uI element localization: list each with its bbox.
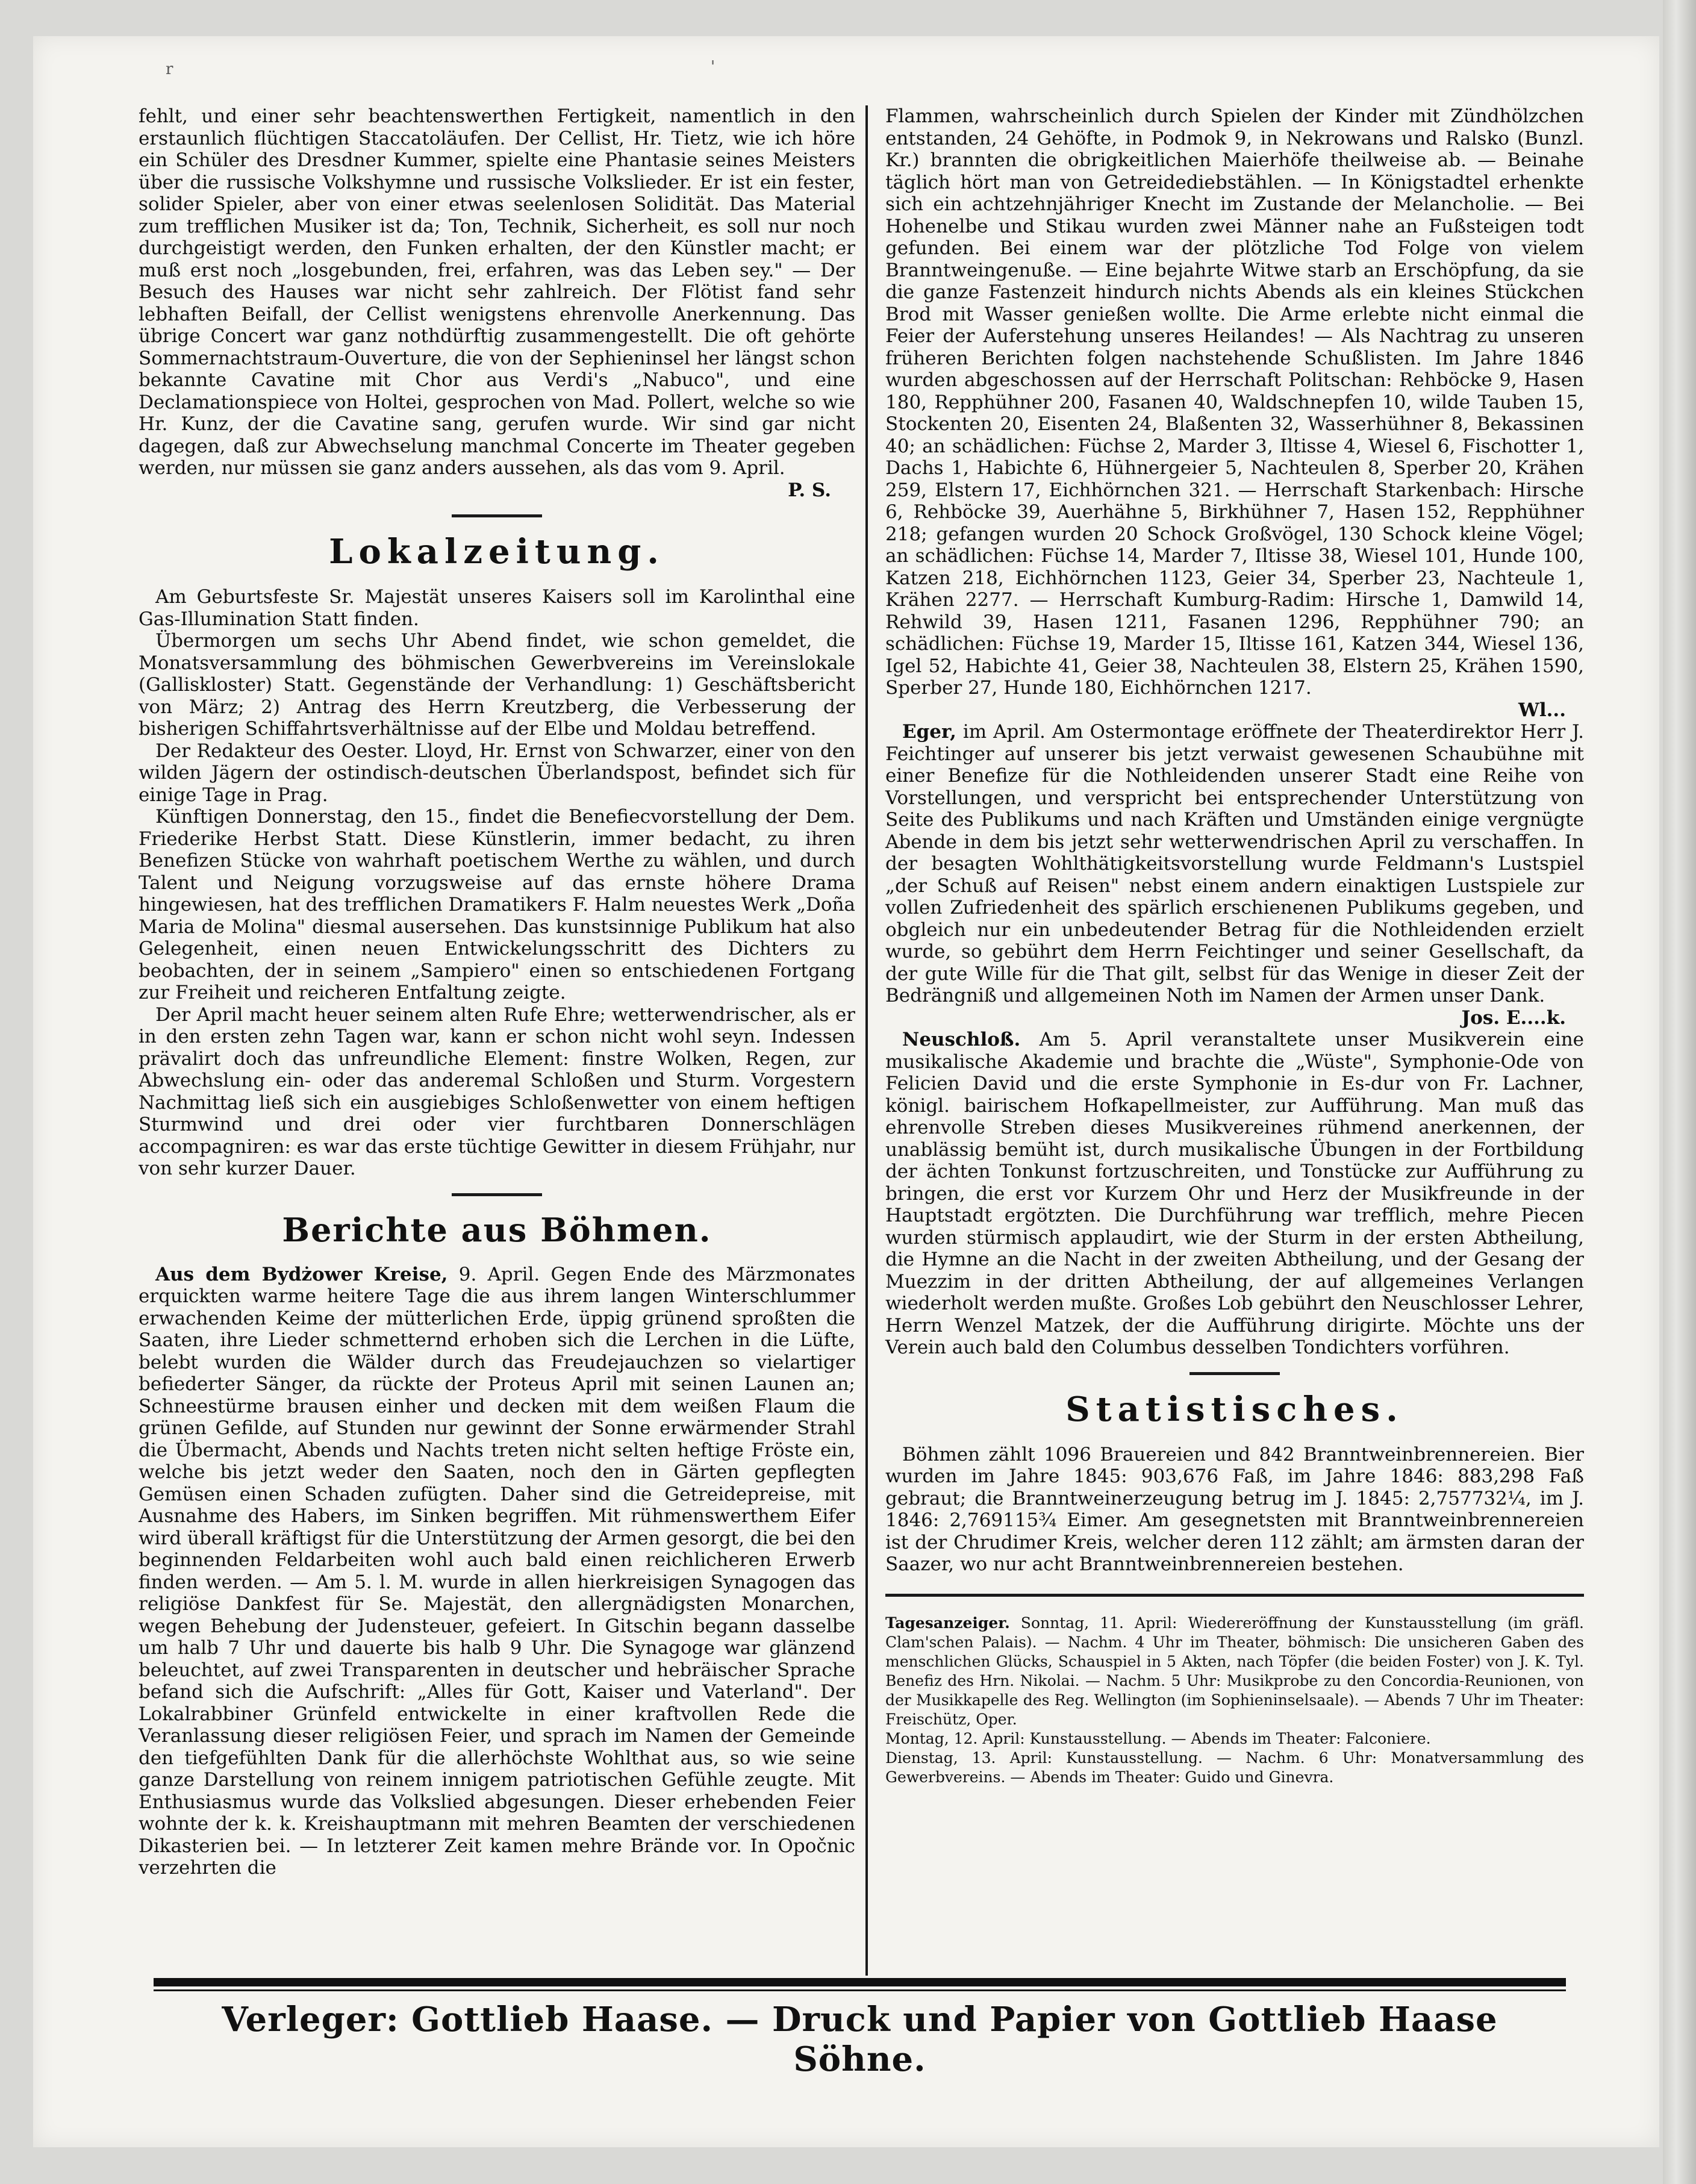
footer-rule-thin — [154, 1989, 1566, 1991]
lokal-item-4: Künftigen Donnerstag, den 15., findet die Benefiecvorstellung der Dem. Friederike Herbst Statt. Diese Künstlerin, immer bedacht, zu ihren Benefizen Stücke von wahrhaft poetischem Werthe zu wählen, und durch Talent und Neigung vorzugsweise auf das ernste höhere Drama hingewiesen, hat des trefflichen Dramatikers F. Halm neuestes Werk „Doña Maria de Molina" diesmal ausersehen. Das kunstsinnige Publikum hat also Gelegenheit, einen neuen Entwickelungsschritt des Dichters zu beobachten, der in seinem „Sampiero" einen so entschiedenen Fortgang zur Freiheit und reicheren Entfaltung zeigte. — [139, 806, 855, 1003]
report-signature-wl: Wl... — [1518, 699, 1566, 721]
bydzow-report-heading: Aus dem Bydżower Kreise, — [155, 1263, 448, 1285]
bydzow-report-continued: Flammen, wahrscheinlich durch Spielen der Kinder mit Zündhölzchen entstanden, 24 Gehöfte, in Podmok 9, in Nekrowans und Ralsko (Bunzl. Kr.) brannten die obrigkeitlichen Maierhöfe theilweise ab. — Beinahe täglich hört man von Getreidediebstählen. — In Königstadtel erhenkte sich ein achtzehnjähriger Knecht im Zustande der Melancholie. — Bei Hohenelbe und Stikau wurden zwei Männer nahe an Fußsteigen todt gefunden. Bei einem war der plötzliche Tod Folge von vielem Branntweingenuße. — Eine bejahrte Witwe starb an Erschöpfung, da sie die ganze Fastenzeit hindurch nichts Abends als ein kleines Stückchen Brod mit Wasser genießen wollte. Die Arme erlebte nicht einmal die Feier der Auferstehung unseres Heilandes! — Als Nachtrag zu unseren früheren Berichten folgen nachstehende Schußlisten. Im Jahre 1846 wurden abgeschossen auf der Herrschaft Politschan: Rehböcke 9, Hasen 180, Repphühner 200, Fasanen 40, Waldschnepfen 10, wilde Tauben 15, Stockenten 20, Eisenten 24, Blaßenten 32, Wasserhühner 8, Bekassinen 40; an schädlichen: Füchse 2, Marder 3, Iltisse 4, Wiesel 6, Fischotter 1, Dachs 1, Habichte 6, Hühnergeier 5, Nachteulen 8, Sperber 20, Krähen 259, Elstern 17, Eichhörnchen 321. — Herrschaft Starkenbach: Hirsche 6, Rehböcke 39, Auerhähne 5, Birkhühner 7, Hasen 152, Repphühner 218; gefangen wurden 20 Schock Großvögel, 130 Schock kleine Vögel; an schädlichen: Füchse 14, Marder 7, Iltisse 38, Wiesel 101, Hunde 100, Katzen 218, Eichhörnchen 1123, Geier 34, Sperber 23, Nachteule 1, Krähen 2277. — Herrschaft Kumburg-Radim: Hirsche 1, Damwild 14, Rehwild 39, Hasen 1211, Fasanen 1296, Repphühner 790; an schädlichen: Füchse 19, Marder 15, Iltisse 161, Katzen 344, Wiesel 136, Igel 52, Habichte 41, Geier 38, Nachteulen 38, Elstern 25, Krähen 1590, Sperber 27, Hunde 180, Eichhörnchen 1217. — [885, 105, 1584, 699]
section-divider — [452, 1193, 542, 1196]
tagesanzeiger-tuesday: Dienstag, 13. April: Kunstausstellung. — Nachm. 6 Uhr: Monatversammlung des Gewerbvereins. — Abends im Theater: Guido und Ginevra. — [885, 1749, 1584, 1786]
right-column — [885, 105, 1584, 1787]
lokalzeitung-heading: Lokalzeitung. — [329, 532, 665, 572]
review-signature: P. S. — [788, 479, 831, 501]
page-mark-mid: ' — [711, 58, 716, 76]
lokal-item-3: Der Redakteur des Oester. Lloyd, Hr. Ernst von Schwarzer, einer von den wilden Jägern der ostindisch-deutschen Überlandspost, befindet sich für einige Tage in Prag. — [139, 740, 855, 806]
column-rule — [865, 105, 868, 1976]
tagesanzeiger — [885, 1614, 1584, 1787]
eger-report-heading: Eger, — [902, 721, 956, 743]
statistics-text: Böhmen zählt 1096 Brauereien und 842 Branntweinbrennereien. Bier wurden im Jahre 1845: 903,676 Faß, im Jahre 1846: 883,298 Faß gebraut; die Branntweinerzeugung betrug im J. 1845: 2,757732¼, im J. 1846: 2,769115¾ Eimer. Am gesegnetsten mit Branntweinbrennereien ist der Chrudimer Kreis, welcher deren 112 zählt; am ärmsten daran der Saazer, wo nur acht Branntweinbrennereien bestehen. — [885, 1443, 1584, 1575]
tagesanzeiger-heading: Tagesanzeiger. — [885, 1614, 1010, 1632]
page-mark-left: r — [166, 60, 173, 78]
section-divider — [452, 514, 542, 517]
bydzow-report-text: 9. April. Gegen Ende des Märzmonates erquickten warme heitere Tage die aus ihrem langen Winterschlummer erwachenden Keime der mütterlichen Erde, üppig grünend sproßten die Saaten, ihre Lieder schmetternd erhoben sich die Lerchen in die Lüfte, belebt wurden die Wälder durch das Freudejauchzen so vielartiger befiederter Sänger, da rückte der Proteus April mit seinen Launen an; Schneestürme brausen einher und decken mit dem weißen Flaum die grünen Gefilde, auf Stunden nur gewinnt der Sonne erwärmender Strahl die Übermacht, Abends und Nachts treten nicht selten heftige Fröste ein, welche bis jetzt weder den Saaten, noch den in Gärten gepflegten Gemüsen einen Schaden zufügten. Daher sind die Getreidepreise, mit Ausnahme des Habers, im Sinken begriffen. Mit rühmenswerthem Eifer wird überall kräftigst für die Unterstützung der Armen gesorgt, die bei den beginnenden Feldarbeiten wohl auch bald einen reichlicheren Erwerb finden werden. — Am 5. l. M. wurde in allen hierkreisigen Synagogen das religiöse Dankfest für Se. Majestät, den allergnädigsten Monarchen, wegen Behebung der Judensteuer, gefeiert. In Gitschin begann dasselbe um halb 7 Uhr und dauerte bis halb 9 Uhr. Die Synagoge war glänzend beleuchtet, auf zwei Transparenten in deutscher und hebräischer Sprache befand sich die Aufschrift: „Alles für Gott, Kaiser und Vaterland". Der Lokalrabbiner Grünfeld entwickelte in einer kraftvollen Rede die Veranlassung dieser religiösen Feier, und sprach im Namen der Gemeinde den tiefgefühlten Dank für die allerhöchste Wohlthat aus, so wie seine ganze Darstellung von reinem innigem patriotischen Gefühle zeugte. Mit Enthusiasmus wurde das Volkslied abgesungen. Dieser erhebenden Feier wohnte der k. k. Kreishauptmann mit mehren Beamten der verschiedenen Dikasterien bei. — In letzterer Zeit kamen mehre Brände vor. In Opočnic verzehrten die — [139, 1263, 856, 1879]
tagesanzeiger-monday: Montag, 12. April: Kunstausstellung. — Abends im Theater: Falconiere. — [885, 1729, 1431, 1747]
eger-report-text: im April. Am Ostermontage eröffnete der Theaterdirektor Herr J. Feichtinger auf unserer bis jetzt verwaist gewesenen Schaubühne mit einer Benefize für die Nothleidenden unserer Stadt eine Reihe von Vorstellungen, und verspricht bei entsprechender Unterstützung von Seite des Publikums und nach Kräften und Umständen einige vergnügte Abende in dem bis jetzt sehr wetterwendrischen April zu verschaffen. In der besagten Wohlthätigkeitsvorstellung wurde Feldmann's Lustspiel „der Schuß auf Reisen" nebst einem andern einaktigen Lustspiele zur vollen Zufriedenheit des spärlich erschienenen Publikums gegeben, und obgleich nur ein unbedeutender Betrag für die Nothleidenden erzielt wurde, so gebührt dem Herrn Feichtinger und seiner Gesellschaft, da der gute Wille für die That gilt, selbst für das Wenige in dieser Zeit der Bedrängniß und allgemeinen Noth im Namen der Armen unser Dank. — [885, 721, 1584, 1006]
neuschloss-report — [885, 1029, 1584, 1359]
tagesanzeiger-sunday-text: Sonntag, 11. April: Wiedereröffnung der Kunstausstellung (im gräfl. Clam'schen Palais). — Nachm. 4 Uhr im Theater, böhmisch: Die unsicheren Gaben des menschlichen Glücks, Schauspiel in 5 Akten, nach Töpfer (die beiden Foster) von J. K. Tyl. Benefiz des Hrn. Nikolai. — Nachm. 5 Uhr: Musikprobe zu den Concordia-Reunionen, von der Musikkapelle des Reg. Wellington (im Sophieninselsaale). — Abends 7 Uhr im Theater: Freischütz, Oper. — [885, 1614, 1584, 1728]
neuschloss-report-text: Am 5. April veranstaltete unser Musikverein eine musikalische Akademie und brachte die „Wüste", Symphonie-Ode von Felicien David und die erste Symphonie in Es-dur von Fr. Lachner, königl. bairischem Hofkapellmeister, zur Aufführung. Man muß das ehrenvolle Streben dieses Musikvereines rühmend anerkennen, der unablässig bemüht ist, durch musikalische Übungen in der Fortbildung der ächten Tonkunst fortzuschreiten, und Tonstücke zur Aufführung zu bringen, die erst vor Kurzem Ohr und Herz der Musikfreunde in der Hauptstadt ergötzten. Die Durchführung war trefflich, mehre Piecen wurden stürmisch applaudirt, wie der Sturm in der ersten Abtheilung, die Hymne an die Nacht in der zweiten Abtheilung, und der Gesang der Muezzim in der dritten Abtheilung, der auf allgemeines Verlangen wiederholt werden mußte. Großes Lob gebührt den Neuschlosser Lehrer, Herrn Wenzel Matzek, der die Aufführung dirigirte. Möchte uns der Verein auch bald den Columbus desselben Tondichters vorführen. — [885, 1029, 1585, 1358]
lokal-item-2: Übermorgen um sechs Uhr Abend findet, wie schon gemeldet, die Monatsversammlung des böhmischen Gewerbvereins im Vereinslokale (Galliskloster) Statt. Gegenstände der Verhandlung: 1) Geschäftsbericht von März; 2) Antrag des Herrn Kreutzberg, die Verbesserung der bisherigen Schiffahrtsverhältnisse auf der Elbe und Moldau betreffend. — [139, 630, 855, 740]
neuschloss-report-heading: Neuschloß. — [902, 1029, 1021, 1050]
lokal-item-1: Am Geburtsfeste Sr. Majestät unseres Kaisers soll im Karolinthal eine Gas-Illumination Statt finden. — [139, 586, 855, 630]
publisher-imprint: Verleger: Gottlieb Haase. — Druck und Papier von Gottlieb Haase Söhne. — [222, 2000, 1498, 2079]
concert-review-text: fehlt, und einer sehr beachtenswerthen Fertigkeit, namentlich in den erstaunlich flüchtigen Staccatoläufen. Der Cellist, Hr. Tietz, wie ich höre ein Schüler des Dresdner Kummer, spielte eine Phantasie seines Meisters über die russische Volkshymne und russische Volkslieder. Er ist ein fester, solider Spieler, aber von einer etwas seelenlosen Solidität. Das Material zum trefflichen Musiker ist da; Ton, Technik, Sicherheit, es soll nur noch durchgeistigt werden, den Funken erhalten, der den Künstler macht; er muß erst noch „losgebunden, frei, erfahren, was das Leben sey." — Der Besuch des Hauses war nicht sehr zahlreich. Der Flötist fand sehr lebhaften Beifall, der Cellist wenigstens ehrenvolle Anerkennung. Das übrige Concert war ganz nothdürftig zusammengestellt. Die oft gehörte Sommernachtstraum-Ouverture, die von der Sephieninsel her längst schon bekannte Cavatine mit Chor aus Verdi's „Nabuco", und eine Declamationspiece von Holtei, gesprochen von Mad. Pollert, welche so wie Hr. Kunz, der die Cavatine sang, gerufen wurde. Wir sind gar nicht dagegen, daß zur Abwechselung manchmal Concerte im Theater gegeben werden, nur müssen sie ganz anders aussehen, als das vom 9. April. — [139, 105, 855, 479]
berichte-heading: Berichte aus Böhmen. — [282, 1210, 712, 1249]
tagesanzeiger-sunday — [885, 1614, 1584, 1729]
report-signature-jos: Jos. E....k. — [1461, 1006, 1566, 1029]
left-column — [139, 105, 855, 1879]
statistisches-heading: Statistisches. — [1065, 1389, 1404, 1429]
announcements-rule — [885, 1594, 1584, 1597]
section-divider — [1189, 1372, 1280, 1375]
lokal-item-5: Der April macht heuer seinem alten Rufe Ehre; wetterwendrischer, als er in den ersten zehn Tagen war, kann er schon nicht wohl seyn. Indessen prävalirt doch das unfreundliche Element: finstre Wolken, Regen, zur Abwechslung ein- oder das anderemal Schloßen und Sturm. Vorgestern Nachmittag ließ sich ein ausgiebiges Schloßenwetter von einem heftigen Sturmwind und drei oder vier furchtbaren Donnerschlägen accompagniren: es war das erste tüchtige Gewitter in diesem Frühjahr, nur von sehr kurzer Dauer. — [139, 1003, 855, 1179]
eger-report — [885, 721, 1584, 1007]
bydzow-report — [139, 1264, 855, 1879]
footer-rule-thick — [154, 1978, 1566, 1986]
page-edge — [1663, 0, 1696, 2184]
